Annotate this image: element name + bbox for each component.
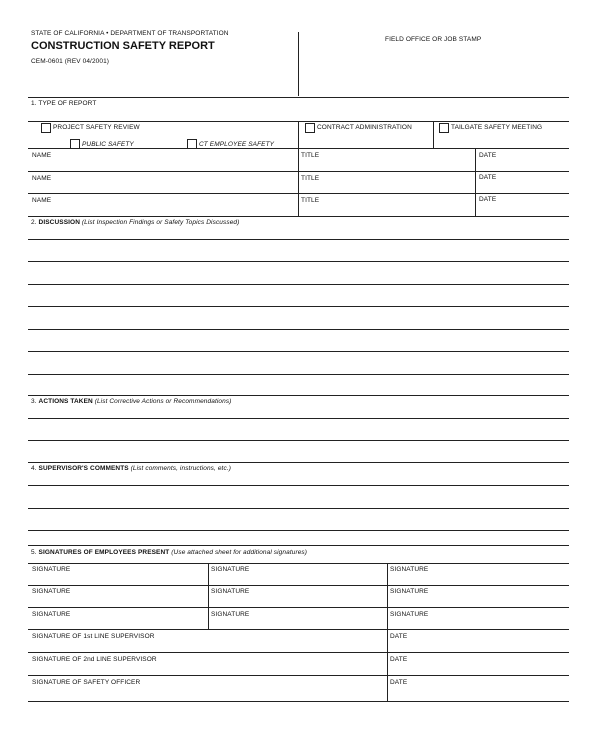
discussion-label: DISCUSSION: [38, 219, 80, 226]
safety-officer-signature[interactable]: SIGNATURE OF SAFETY OFFICER: [32, 679, 141, 686]
discussion-hint: (List Inspection Findings or Safety Topics Discussed): [81, 219, 240, 226]
discussion-number: 2.: [31, 219, 37, 226]
signature-field[interactable]: SIGNATURE: [390, 566, 429, 573]
type-of-report-heading: 1. TYPE OF REPORT: [31, 100, 97, 107]
second-line-supervisor-signature[interactable]: SIGNATURE OF 2nd LINE SUPERVISOR: [32, 656, 157, 663]
signatures-label: SIGNATURES OF EMPLOYEES PRESENT: [38, 549, 170, 556]
rule: [28, 545, 569, 546]
title-field-1[interactable]: TITLE: [301, 152, 320, 159]
contract-administration-label: CONTRACT ADMINISTRATION: [317, 124, 412, 131]
stamp-label: FIELD OFFICE OR JOB STAMP: [385, 36, 482, 43]
writing-line: [28, 284, 569, 285]
writing-line: [28, 440, 569, 441]
form-number: CEM-0601 (REV 04/2001): [31, 58, 110, 65]
rule: [28, 193, 569, 194]
date-field-3[interactable]: DATE: [479, 196, 497, 203]
project-safety-review-label: PROJECT SAFETY REVIEW: [53, 124, 140, 131]
ct-employee-safety-label: CT EMPLOYEE SAFETY: [199, 141, 275, 148]
name-field-3[interactable]: NAME: [32, 197, 52, 204]
supervisor-number: 4.: [31, 465, 37, 472]
first-line-supervisor-date[interactable]: DATE: [390, 633, 408, 640]
signature-field[interactable]: SIGNATURE: [211, 588, 250, 595]
supervisor-heading: [31, 465, 231, 472]
rule: [28, 563, 569, 564]
signature-field[interactable]: SIGNATURE: [32, 588, 71, 595]
actions-heading: [31, 398, 231, 405]
date-field-2[interactable]: DATE: [479, 174, 497, 181]
divider: [433, 121, 434, 148]
second-line-supervisor-date[interactable]: DATE: [390, 656, 408, 663]
rule: [28, 395, 569, 396]
divider: [475, 148, 476, 216]
title-field-2[interactable]: TITLE: [301, 175, 320, 182]
writing-line: [28, 306, 569, 307]
form-title: CONSTRUCTION SAFETY REPORT: [31, 40, 215, 52]
divider: [298, 148, 299, 216]
rule: [28, 171, 569, 172]
contract-administration-checkbox[interactable]: [305, 123, 315, 133]
rule: [28, 462, 569, 463]
first-line-supervisor-signature[interactable]: SIGNATURE OF 1st LINE SUPERVISOR: [32, 633, 155, 640]
rule: [28, 652, 569, 653]
signature-field[interactable]: SIGNATURE: [211, 566, 250, 573]
supervisor-hint: (List comments, instructions, etc.): [130, 465, 231, 472]
signature-field[interactable]: SIGNATURE: [32, 611, 71, 618]
writing-line: [28, 329, 569, 330]
writing-line: [28, 508, 569, 509]
writing-line: [28, 418, 569, 419]
rule: [28, 629, 569, 630]
rule: [28, 216, 569, 217]
signatures-heading: [31, 549, 307, 556]
signature-field[interactable]: SIGNATURE: [32, 566, 71, 573]
date-field-1[interactable]: DATE: [479, 152, 497, 159]
bottom-rule: [28, 701, 569, 702]
rule: [28, 607, 569, 608]
section-top-rule: [28, 97, 569, 98]
public-safety-label: PUBLIC SAFETY: [82, 141, 134, 148]
tailgate-safety-meeting-label: TAILGATE SAFETY MEETING: [451, 124, 543, 131]
tailgate-safety-meeting-checkbox[interactable]: [439, 123, 449, 133]
project-safety-review-checkbox[interactable]: [41, 123, 51, 133]
divider: [208, 563, 209, 629]
writing-line: [28, 351, 569, 352]
writing-line: [28, 485, 569, 486]
writing-line: [28, 374, 569, 375]
name-field-1[interactable]: NAME: [32, 152, 52, 159]
header-divider: [298, 32, 299, 96]
actions-number: 3.: [31, 398, 37, 405]
writing-line: [28, 239, 569, 240]
signatures-hint: (Use attached sheet for additional signatures): [171, 549, 308, 556]
divider: [387, 563, 388, 701]
title-field-3[interactable]: TITLE: [301, 197, 320, 204]
signatures-number: 5.: [31, 549, 37, 556]
discussion-heading: [31, 219, 239, 226]
actions-hint: (List Corrective Actions or Recommendations): [94, 398, 232, 405]
supervisor-label: SUPERVISOR'S COMMENTS: [38, 465, 129, 472]
writing-line: [28, 261, 569, 262]
actions-label: ACTIONS TAKEN: [38, 398, 93, 405]
agency-text: STATE OF CALIFORNIA • DEPARTMENT OF TRANSPORTATION: [31, 30, 229, 37]
safety-officer-date[interactable]: DATE: [390, 679, 408, 686]
writing-line: [28, 530, 569, 531]
divider: [298, 121, 299, 148]
signature-field[interactable]: SIGNATURE: [390, 588, 429, 595]
rule: [28, 675, 569, 676]
signature-field[interactable]: SIGNATURE: [211, 611, 250, 618]
rule: [28, 585, 569, 586]
name-field-2[interactable]: NAME: [32, 175, 52, 182]
signature-field[interactable]: SIGNATURE: [390, 611, 429, 618]
